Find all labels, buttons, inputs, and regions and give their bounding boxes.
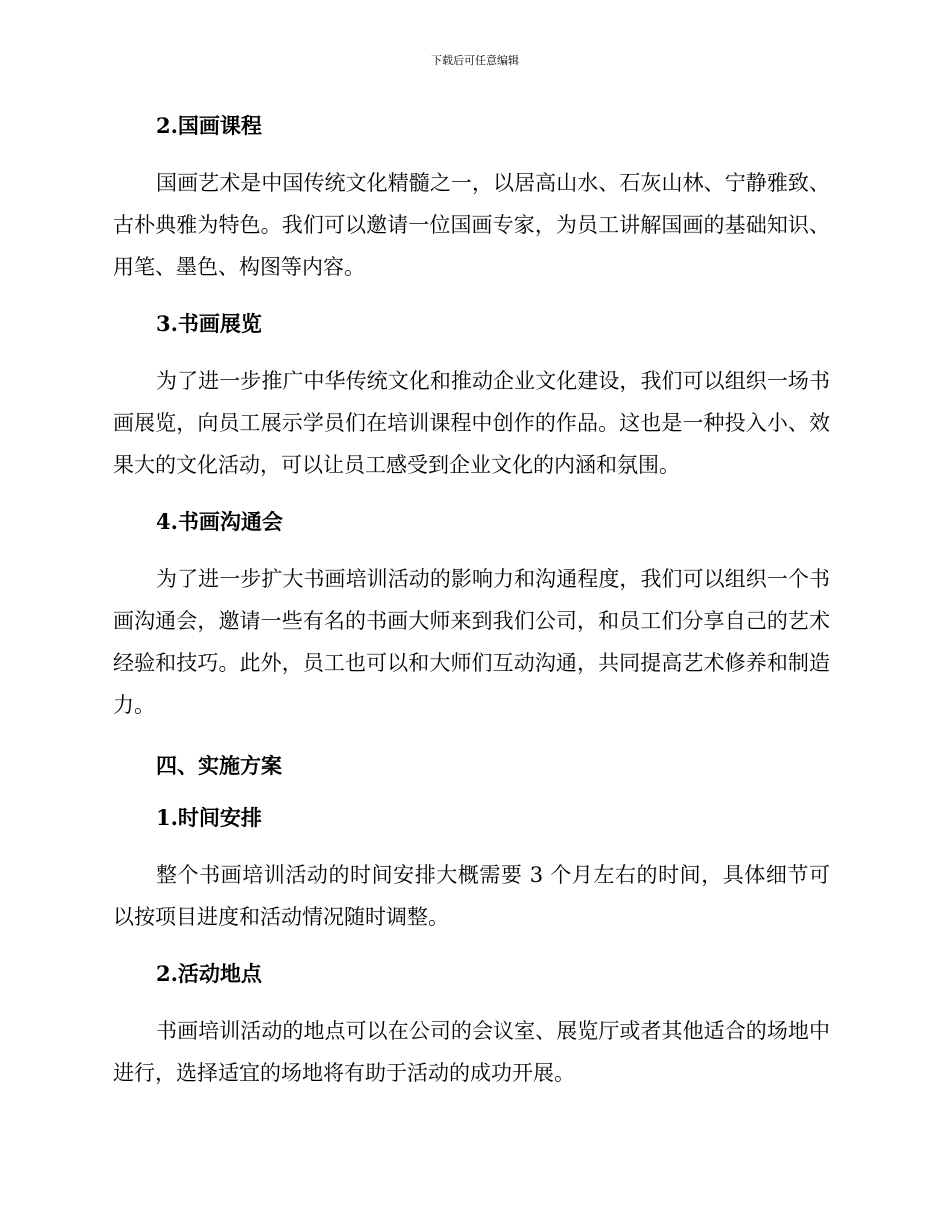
section-paragraph-chinese-painting: 国画艺术是中国传统文化精髓之一，以居高山水、石灰山林、宁静雅致、古朴典雅为特色。我们可以邀请一位国画专家，为员工讲解国画的基础知识、用笔、墨色、构图等内容。 xyxy=(113,171,830,279)
section-paragraph-venue: 书画培训活动的地点可以在公司的会议室、展览厅或者其他适合的场地中进行，选择适宜的场地将有助于活动的成功开展。 xyxy=(113,1019,830,1085)
section-paragraph-communication-meeting: 为了进一步扩大书画培训活动的影响力和沟通程度，我们可以组织一个书画沟通会，邀请一些有名的书画大师来到我们公司，和员工们分享自己的艺术经验和技巧。此外，员工也可以和大师们互动沟通，共同提高艺术修养和制造力。 xyxy=(113,567,830,717)
section-paragraph-exhibition: 为了进一步推广中华传统文化和推动企业文化建设，我们可以组织一场书画展览，向员工展示学员们在培训课程中创作的作品。这也是一种投入小、效果大的文化活动，可以让员工感受到企业文化的内涵和氛围。 xyxy=(113,369,830,477)
chapter-heading-implementation: 四、实施方案 xyxy=(156,753,282,778)
section-heading-exhibition: 3.书画展览 xyxy=(156,311,262,336)
section-heading-chinese-painting: 2.国画课程 xyxy=(156,113,262,138)
section-paragraph-schedule: 整个书画培训活动的时间安排大概需要 3 个月左右的时间，具体细节可以按项目进度和活动情况随时调整。 xyxy=(113,863,830,929)
page-header-note: 下载后可任意编辑 xyxy=(431,54,519,67)
section-heading-communication-meeting: 4.书画沟通会 xyxy=(156,509,283,534)
section-heading-schedule: 1.时间安排 xyxy=(156,805,262,830)
document-body xyxy=(113,110,830,1094)
section-heading-venue: 2.活动地点 xyxy=(156,961,262,986)
